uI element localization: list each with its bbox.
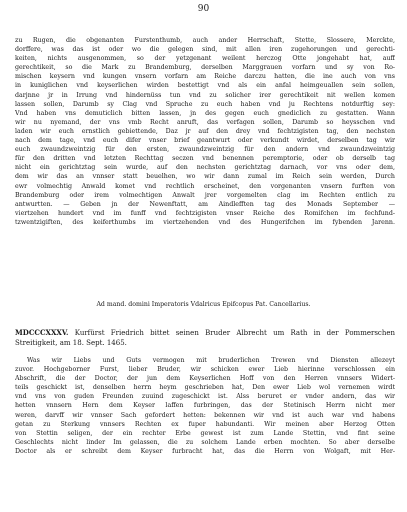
text-line: lassen sollen, Darumb sy Clag vnd Spruche zu euch haben vnd ju Rechtens notdurftig sey: <box>15 100 395 108</box>
text-line: zu Rugen, die obgenanten Furstenthumb, auch ander Herrschaft, Stette, Slossere, Merckte, <box>15 37 395 44</box>
text-line: Abschrift, die der Doctor, der jun dem Keyserlichen Hoff von den Herren vnnsers Widert- <box>15 375 395 383</box>
heading-text: Kurfürst Friedrich bittet seinen Bruder Albrecht um Rath in der Pommerschen <box>74 329 395 337</box>
text-line: darjnne jr in Irrung vnd hindernüss tun vnd zu solicher irer gerechtikeit nit wellen komen <box>15 91 395 99</box>
text-line: dorffere, was das ist oder wo die gelegen sind, mit allen iren zugehorungen und gerechti- <box>15 46 395 54</box>
text-line: von Stettin seligen, der ein rechter Erbe gewest ist zum Lande Stettin, vnd fint seine <box>15 429 395 437</box>
heading-date-line: Streitigkeit, am 18. Sept. 1465. <box>15 339 127 347</box>
signature-line: Ad mand. domini Imperatoris Vdalricus Epifcopus Pat. Cancellarius. <box>96 301 311 308</box>
text-line: nicht ein gerichtztag sein wurde, auf den nechsten gerichtztag darnach, vor vns oder dem, <box>15 164 395 172</box>
text-line: antwurtten. — Geben jn der Newenftatt, am Aindlefften tag des Monads September — <box>15 200 395 208</box>
text-line: laden wir euch ernstlich gebiettende, Daz jr auf den drey vnd fechtzigisten tag, den nechsten <box>15 127 395 135</box>
text-line: Doctor als er schreibt dem Keyser furbracht hat, das die Herrn von Wolgaft, mit Her- <box>15 447 395 455</box>
text-line: wir nu nyemand, der vns vmb Recht anruft, das verfagen sollen, Darumb so heysschen vnd <box>15 118 395 126</box>
heading-line <box>15 328 395 338</box>
text-line: Geschlechts nicht linder Im gelassen, die zu solchem Lande erben mochten. So aber derselbe <box>15 438 395 446</box>
text-line: nach dem tage, vnd euch difer vnser brief geantwurt oder verkundt wirdet, derselben tag wir <box>15 137 395 145</box>
document-heading <box>15 328 395 348</box>
text-block-letter <box>15 356 395 456</box>
text-block-decree <box>15 36 395 227</box>
text-line: teils geschickt ist, denselben herrn heym geschrieben hat, Den ewer Lieb wol vernemen wirdt <box>15 384 395 392</box>
text-line: zuvor. Hochgeborner Furst, lieber Bruder, wir schicken ewer Lieb hierinne verschlossen ein <box>15 366 395 374</box>
text-line: für den dritten vnd letzten Rechttag seczen vnd benennen peremptorie, oder ob derselb tag <box>15 155 395 163</box>
text-line: euch zwaundzweintzig für den ersten, zwaundzweintzig für den andern vnd zwaundzweintzig <box>15 146 395 154</box>
text-line: gerechtikeit, so die Mark zu Brandemburg, derselben Marggrauen vorfarn und sy von Ro- <box>15 64 395 72</box>
page-number: 90 <box>197 4 210 14</box>
document-number: MDCCCXXXV. <box>15 328 69 337</box>
text-line: keiten, nichts ausgenommen, so der yetzgenant weilent herczog Otte jongehabt hat, auff <box>15 55 395 63</box>
text-line: Vnd haben vns demuticlich bitten lassen, jn des gegen euch gnediclich zu gestatten. Wann <box>15 109 395 117</box>
text-line: Was wir Liebs und Guts vermogen mit bruderlichen Trewen vnd Diensten allezeyt <box>27 357 395 364</box>
text-line: weren, darvff wir vnnser Sach gefordert hetten: bekennen wir vnd ist auch war vnd habens <box>15 411 395 419</box>
text-line: Brandemburg oder irem volmechtigen Anwalt jrer vorgemelten clag im Rechten entlich zu <box>15 191 395 199</box>
text-line: ewr volmechtig Anwald komet vnd rechtlich erscheinet, den vorgenanten vnsern furften von <box>15 182 395 190</box>
text-line: tzwentzigiften, des keiferthumbs im viertzehenden vnd des Hungerifchen im fybenden Jarenn. <box>15 218 395 226</box>
text-line: hetten vnnsern Hern dem Keyser laffen furbringen, das der Stetinisch Herrn nicht mer <box>15 402 395 410</box>
text-line: vnd vns von guden Freunden zuuind zugeschickt ist. Alss beruret er vnder andern, das wir <box>15 393 395 401</box>
text-line: getan zu Sterkung vnnsers Rechten ex fuper habundanti. Wir meinen aber Herzog Otten <box>15 420 395 428</box>
text-line: in kuniglichen vnd keyserlichen wirden bestettigt vnd als ein anfal heimgeuallen sein sollen, <box>15 82 395 90</box>
text-line: viertzehen hundert vnd im funff vnd fechtzigisten vnser Reiche des Romifchen im fechfund- <box>15 209 395 217</box>
text-line: mischen keysern vnd kungen vnsern vorfarn am Reiche darczu hatten, die ine auch von vns <box>15 73 395 81</box>
text-line: dem wir das an vnnser statt beuelhen, wo wir dann zumal im Reich sein werden, Durch <box>15 173 395 181</box>
